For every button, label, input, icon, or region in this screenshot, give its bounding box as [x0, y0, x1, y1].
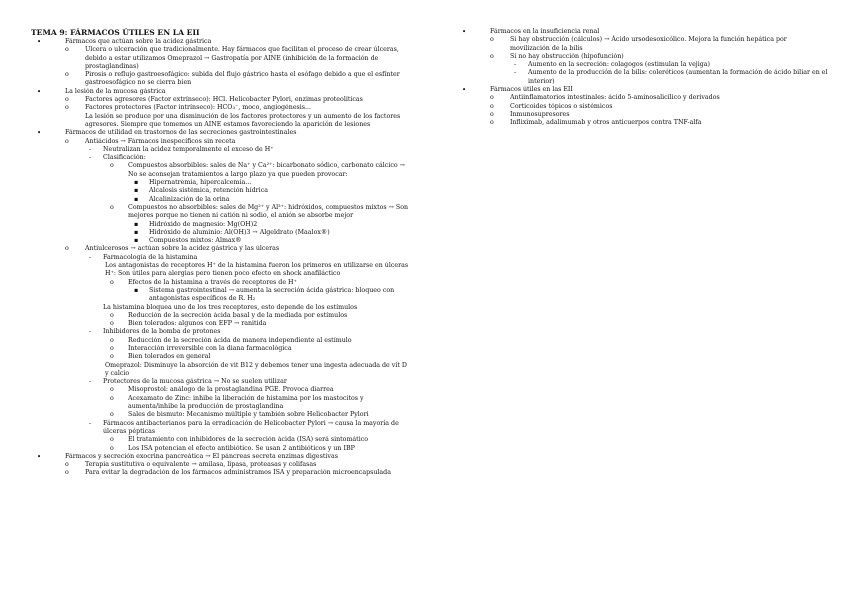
outline-item: [31, 162, 411, 179]
outline-item: [31, 204, 411, 221]
outline-item: [31, 221, 411, 229]
outline-item-text: Aumento de la producción de la bilis: coleréticos (aumentan la formación de ácido biliar en el interior): [528, 69, 828, 85]
outline-item: [31, 138, 411, 146]
outline-item: [31, 104, 411, 112]
outline-item-text: Hidróxido de magnesio: Mg(OH)2: [149, 220, 258, 228]
outline-item: [31, 129, 411, 137]
outline-item: [31, 362, 411, 379]
outline-item: [31, 262, 411, 279]
outline-item-text: Fármacos de utilidad en trastornos de las secreciones gastrointestinales: [65, 129, 297, 137]
outline-item-text: Sistema gastrointestinal → aumenta la secreción ácida gástrica: bloqueo con antagonistas específicos de R. H₂: [149, 286, 395, 303]
outline-item: [456, 103, 828, 111]
outline-item-text: Compuestos absorbibles: sales de Na⁺ y Ca²⁺: bicarbonato sódico, carbonato cálcico → No se aconsejan tratamientos a largo plazo ya que pueden provocar:: [128, 162, 405, 178]
outline-item-text: Acexamato de Zinc: inhibe la liberación de histamina por los mastocitos y aumenta/inhibe la producción de prostaglandina: [128, 394, 364, 411]
outline-item: [31, 229, 411, 237]
outline-item-text: Terapia sustitutiva o equivalente → amilasa, lipasa, proteasas y colifasas: [85, 461, 317, 469]
circle-marker: o: [65, 245, 69, 253]
outline-item: [31, 461, 411, 469]
outline-item-text: La histamina bloquea uno de los tres receptores, esto depende de los estímulos: [103, 303, 358, 311]
circle-marker: o: [65, 46, 69, 54]
outline-item: [31, 395, 411, 412]
outline-item-text: Factores agresores (Factor extrínseco): HCl. Helicobacter Pylori, enzimas proteolíticas: [85, 96, 363, 104]
outline-item: [31, 179, 411, 187]
outline-item: [456, 111, 828, 119]
outline-item-text: La lesión se produce por una disminución de los factores protectores y un aumento de los factores agresores. Siempre que tomemos un AINE estamos favoreciendo la aparición de lesiones: [85, 112, 401, 128]
circle-marker: o: [65, 461, 69, 469]
outline-item: [456, 28, 828, 36]
outline-item-text: Bien tolerados: algunos con EFP → ranitida: [128, 320, 267, 328]
circle-marker: o: [65, 96, 69, 104]
outline-item-text: Protectores de la mucosa gástrica → No se suelen utilizar: [103, 378, 287, 386]
outline-item: [456, 94, 828, 102]
dash-marker: -: [514, 61, 517, 69]
outline-item-text: Antiulcerosos → actúan sobre la acidez gástrica y las úlceras: [85, 245, 280, 253]
circle-marker: o: [65, 71, 69, 79]
outline-item-text: Misoprostol: análogo de la prostaglandina PGE. Provoca diarrea: [128, 386, 334, 394]
outline-item: [31, 146, 411, 154]
outline-item: [31, 154, 411, 162]
circle-marker: o: [490, 110, 494, 118]
outline-item-text: Fármacos que actúan sobre la acidez gástrica: [65, 38, 212, 45]
outline-item-text: Interacción irreversible con la diana farmacológica: [128, 344, 292, 352]
outline-item: [31, 312, 411, 320]
dash-marker: -: [89, 419, 92, 427]
outline-item: [31, 453, 411, 461]
dash-marker: -: [89, 378, 92, 386]
outline-item-text: Alcalinización de la orina: [149, 195, 230, 203]
square-marker: ▪: [134, 220, 139, 228]
outline-item: [31, 345, 411, 353]
outline-item-text: Compuestos no absorbibles: sales de Mg²⁺ y Al³⁺: hidróxidos, compuestos mixtos → Son mejores porque no tienen ni catión ni sodio, el anión se absorbe mejor: [128, 203, 409, 220]
outline-item: [31, 386, 411, 394]
outline-item: [31, 320, 411, 328]
square-marker: ▪: [134, 286, 139, 294]
dash-marker: -: [89, 253, 92, 261]
outline-item: [31, 88, 411, 96]
outline-item: [31, 469, 411, 477]
outline-item-text: Los antagonistas de receptores H⁺ de la histamina fueron los primeros en utilizarse en úlceras H⁺: Son útiles para alergias pero tienen poco efecto en shock anafiláctico: [105, 262, 409, 278]
outline-item: [31, 254, 411, 262]
outline-item: [31, 279, 411, 287]
right-outline: [456, 28, 828, 128]
outline-item-text: Infliximab, adalimumab y otros anticuerpos contra TNF-alfa: [510, 119, 702, 127]
outline-item-text: Antiácidos → Fármacos inespecíficos sin receta: [85, 137, 236, 145]
outline-item: [31, 337, 411, 345]
circle-marker: o: [110, 411, 114, 419]
outline-item: [31, 420, 411, 437]
outline-item: [456, 53, 828, 61]
outline-item: [31, 353, 411, 361]
right-column: [456, 28, 828, 128]
circle-marker: o: [65, 137, 69, 145]
outline-item: [31, 445, 411, 453]
outline-item-text: Compuestos mixtos: Almax®: [149, 237, 242, 245]
outline-item-text: Fármacos y secreción exocrina pancreática → El páncreas secreta enzimas digestivas: [65, 452, 338, 460]
dash-marker: -: [89, 145, 92, 153]
outline-item: [31, 245, 411, 253]
dash-marker: -: [514, 69, 517, 77]
left-column: [31, 28, 411, 478]
outline-item-text: Inhibidores de la bomba de protones: [103, 328, 221, 336]
outline-item-text: Clasificación:: [103, 154, 146, 162]
outline-item: [456, 36, 828, 53]
outline-item-text: Los ISA potencian el efecto antibiótico. Se usan 2 antibióticos y un IBP: [128, 444, 355, 452]
outline-item-text: Reducción de la secreción ácida de manera independiente al estímulo: [128, 336, 352, 344]
outline-item: [31, 304, 411, 312]
outline-item-text: Ulcera o ulceración que tradicionalmente. Hay fármacos que facilitan el proceso de crear úlceras, debido a estar utilizamos Omeprazol → Gastropatía por AINE (inhibición de la formación de prostaglandinas): [85, 46, 399, 70]
circle-marker: o: [110, 311, 114, 319]
circle-marker: o: [110, 320, 114, 328]
outline-item-text: Sales de bismuto: Mecanismo múltiple y también sobre Helicobacter Pylori: [128, 411, 369, 419]
outline-item: [456, 86, 828, 94]
outline-item: [31, 38, 411, 46]
outline-item: [31, 71, 411, 88]
outline-item-text: La lesión de la mucosa gástrica: [65, 87, 166, 95]
outline-item-text: Pirosis o reflujo gastroesofágico: subida del flujo gástrico hasta el esófago debido a que el esfínter gastroesofágico no se cierra bien: [85, 71, 400, 87]
circle-marker: o: [110, 336, 114, 344]
square-marker: ▪: [134, 237, 139, 245]
dash-marker: -: [89, 328, 92, 336]
outline-item-text: Neutralizan la acidez temporalmente el exceso de H⁺: [103, 145, 274, 153]
dash-marker: -: [89, 154, 92, 162]
outline-item: [31, 96, 411, 104]
outline-item-text: El tratamiento con inhibidores de la secreción ácida (ISA) será sintomático: [128, 436, 369, 444]
outline-item: [31, 237, 411, 245]
circle-marker: o: [110, 278, 114, 286]
circle-marker: o: [490, 36, 494, 44]
bullet-marker: •: [462, 86, 467, 95]
outline-item-text: Reducción de la secreción ácida basal y de la mediada por estímulos: [128, 311, 348, 319]
outline-item-text: Bien tolerados en general: [128, 353, 211, 361]
circle-marker: o: [490, 52, 494, 60]
bullet-marker: •: [37, 38, 42, 46]
outline-item: [456, 61, 828, 69]
document-title: TEMA 9: FÁRMACOS ÚTILES EN LA EII: [31, 28, 200, 37]
outline-item: [456, 69, 828, 86]
circle-marker: o: [110, 344, 114, 352]
circle-marker: o: [490, 94, 494, 102]
bullet-marker: •: [37, 87, 42, 96]
bullet-marker: •: [37, 129, 42, 138]
circle-marker: o: [110, 436, 114, 444]
square-marker: ▪: [134, 228, 139, 236]
outline-item-text: Factores protectores (Factor intrínseco): HCO₃⁻, moco, angiogénesis...: [85, 104, 312, 112]
outline-item: [31, 411, 411, 419]
circle-marker: o: [110, 394, 114, 402]
outline-item-text: Inmunosupresores: [510, 110, 570, 118]
outline-item-text: Fármacos antibacterianos para la erradicación de Helicobacter Pylori → causa la mayoría de úlceras pépticas: [103, 419, 399, 435]
square-marker: ▪: [134, 195, 139, 203]
left-outline: [31, 38, 411, 478]
outline-item-text: Fármacos útiles en las EII: [490, 86, 573, 94]
circle-marker: o: [65, 104, 69, 112]
outline-item: [31, 187, 411, 195]
outline-item-text: Antiinflamatorios intestinales: ácido 5-aminosalicílico y derivados: [510, 94, 720, 102]
outline-item-text: Hipernatremia, hipercalcemia...: [149, 179, 252, 187]
outline-item-text: Fármacos en la insuficiencia renal: [490, 28, 600, 35]
outline-item-text: Corticoides tópicos o sistémicos: [510, 102, 613, 110]
outline-item-text: Para evitar la degradación de los fármacos administramos ISA y preparación microencapsulada: [85, 469, 391, 477]
circle-marker: o: [110, 386, 114, 394]
outline-item-text: Efectos de la histamina a través de receptores de H⁺: [128, 278, 297, 286]
circle-marker: o: [65, 469, 69, 477]
outline-item-text: Omeprazol: Disminuye la absorción de vit B12 y debemos tener una ingesta adecuada de vit D y calcio: [105, 361, 407, 377]
circle-marker: o: [110, 203, 114, 211]
outline-item-text: Alcalosis sistémica, retención hídrica: [149, 187, 268, 195]
circle-marker: o: [490, 119, 494, 127]
circle-marker: o: [110, 444, 114, 452]
outline-item: [31, 196, 411, 204]
outline-item: [31, 287, 411, 304]
outline-item-text: Farmacología de la histamina: [103, 253, 198, 261]
bullet-marker: •: [462, 28, 467, 36]
outline-item: [31, 328, 411, 336]
outline-item-text: Si no hay obstrucción (hipofunción): [510, 52, 624, 60]
outline-item-text: Aumento en la secreción: colagogos (estimulan la vejiga): [528, 61, 710, 69]
outline-item: [31, 436, 411, 444]
outline-item-text: Si hay obstrucción (cálculos) → Ácido ursodesoxicólico. Mejora la función hepática por movilización de la bilis: [510, 36, 787, 52]
outline-item: [456, 119, 828, 127]
circle-marker: o: [110, 162, 114, 170]
outline-item: [31, 113, 411, 130]
square-marker: ▪: [134, 179, 139, 187]
circle-marker: o: [110, 353, 114, 361]
outline-item: [31, 378, 411, 386]
outline-item-text: Hidróxido de aluminio: Al(OH)3 → Algeldrato (Maalox®): [149, 228, 330, 236]
square-marker: ▪: [134, 187, 139, 195]
bullet-marker: •: [37, 452, 42, 461]
outline-item: [31, 46, 411, 71]
circle-marker: o: [490, 102, 494, 110]
